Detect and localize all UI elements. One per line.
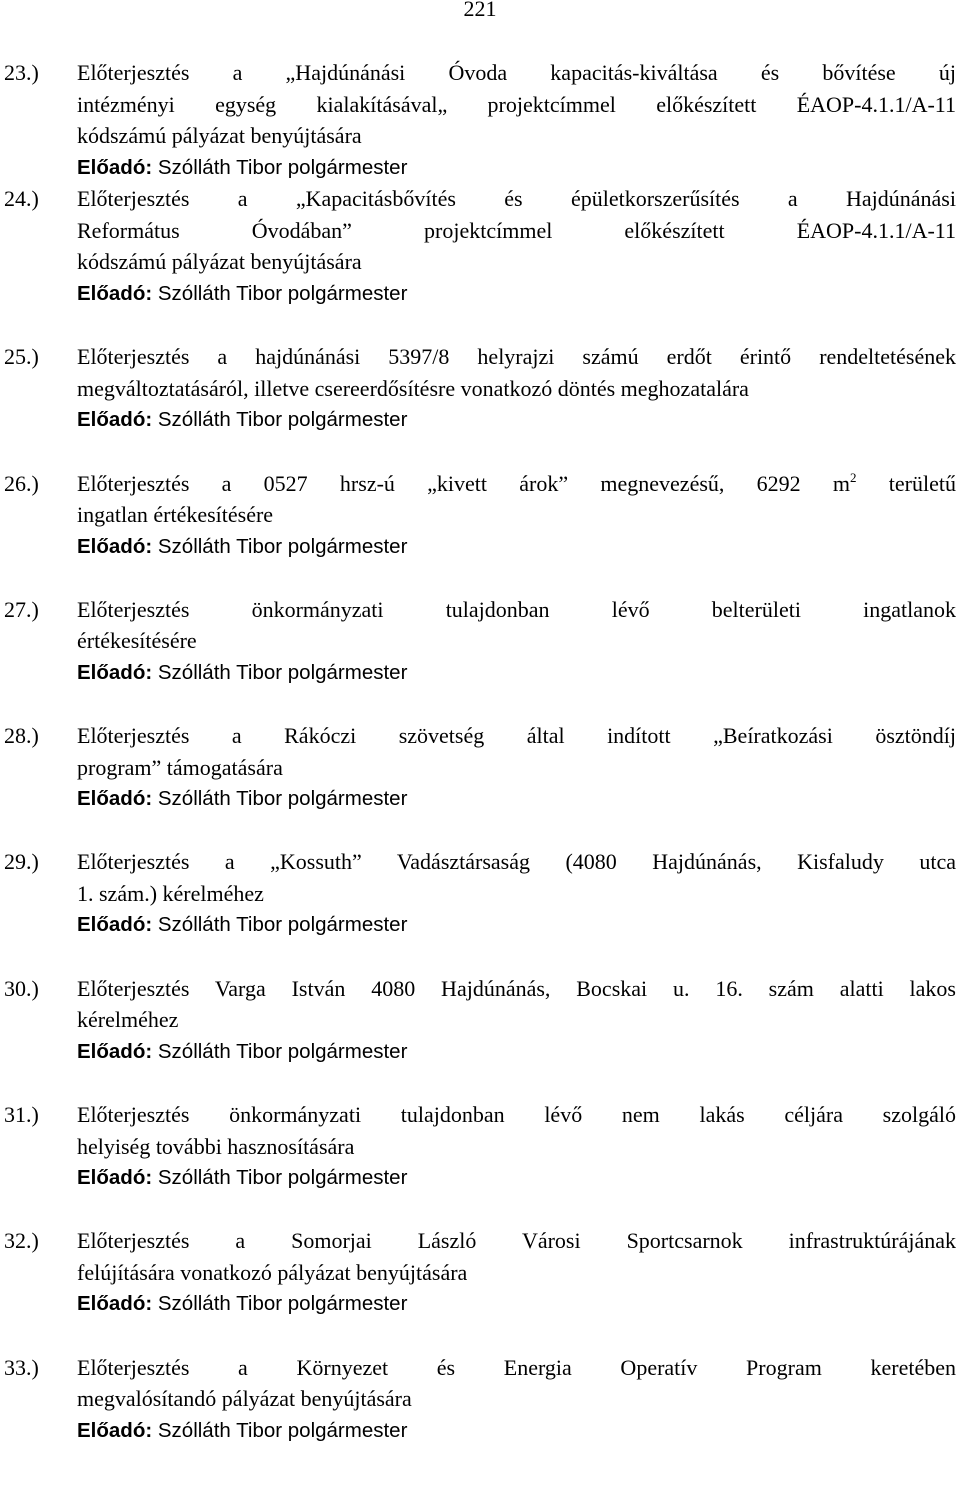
item-line: Előterjesztés a „Kossuth” Vadásztársaság (4080 Hajdúnánás, Kisfaludy utca bbox=[77, 849, 956, 875]
agenda-item bbox=[0, 468, 960, 594]
item-number: 27.) bbox=[4, 596, 39, 622]
presenter bbox=[77, 1288, 956, 1320]
item-line: Előterjesztés a Somorjai László Városi Sportcsarnok infrastruktúrájának bbox=[77, 1228, 956, 1254]
presenter-name: Szólláth Tibor polgármester bbox=[157, 1039, 408, 1063]
item-text bbox=[77, 1099, 956, 1194]
presenter-label: Előadó: bbox=[77, 281, 153, 305]
presenter-name: Szólláth Tibor polgármester bbox=[157, 408, 408, 432]
presenter-name: Szólláth Tibor polgármester bbox=[157, 534, 408, 558]
agenda-item bbox=[0, 846, 960, 972]
presenter-label: Előadó: bbox=[77, 1292, 153, 1316]
agenda-item bbox=[0, 973, 960, 1099]
presenter-name: Szólláth Tibor polgármester bbox=[157, 1292, 408, 1316]
item-line: Előterjesztés önkormányzati tulajdonban lévő nem lakás céljára szolgáló bbox=[77, 1102, 956, 1128]
item-line: kérelméhez bbox=[77, 1007, 179, 1033]
presenter-label: Előadó: bbox=[77, 913, 153, 937]
presenter-label: Előadó: bbox=[77, 1039, 153, 1063]
agenda-item bbox=[0, 183, 960, 341]
presenter-label: Előadó: bbox=[77, 787, 153, 811]
item-line: megvalósítandó pályázat benyújtására bbox=[77, 1386, 412, 1412]
agenda-item bbox=[0, 57, 960, 183]
agenda-item bbox=[0, 341, 960, 467]
item-number: 32.) bbox=[4, 1228, 39, 1254]
item-line: Előterjesztés a Rákóczi szövetség által indított „Beíratkozási ösztöndíj bbox=[77, 723, 956, 749]
presenter-label: Előadó: bbox=[77, 155, 153, 179]
item-number: 28.) bbox=[4, 723, 39, 749]
agenda-item bbox=[0, 1099, 960, 1225]
item-line: ingatlan értékesítésére bbox=[77, 502, 274, 528]
item-line: Előterjesztés a hajdúnánási 5397/8 helyrajzi számú erdőt érintő rendeltetésének bbox=[77, 344, 956, 370]
item-line: intézményi egység kialakításával„ projektcímmel előkészített ÉAOP-4.1.1/A-11 bbox=[77, 91, 956, 117]
item-text bbox=[77, 973, 956, 1068]
presenter bbox=[77, 278, 956, 310]
item-line: Előterjesztés a „Kapacitásbővítés és épületkorszerűsítés a Hajdúnánási bbox=[77, 186, 956, 212]
item-line-part: Előterjesztés a 0527 hrsz-ú „kivett árok” megnevezésű, 6292 m bbox=[77, 470, 851, 496]
presenter-name: Szólláth Tibor polgármester bbox=[157, 1166, 408, 1190]
presenter-label: Előadó: bbox=[77, 660, 153, 684]
presenter bbox=[77, 404, 956, 436]
item-text bbox=[77, 1225, 956, 1320]
presenter-name: Szólláth Tibor polgármester bbox=[157, 281, 408, 305]
item-number: 33.) bbox=[4, 1354, 39, 1380]
item-line: kódszámú pályázat benyújtására bbox=[77, 249, 362, 275]
presenter-label: Előadó: bbox=[77, 1166, 153, 1190]
item-line-part: területű bbox=[856, 470, 956, 496]
presenter-label: Előadó: bbox=[77, 408, 153, 432]
item-text bbox=[77, 183, 956, 309]
item-number: 30.) bbox=[4, 975, 39, 1001]
agenda-list bbox=[0, 57, 960, 1452]
presenter-name: Szólláth Tibor polgármester bbox=[157, 660, 408, 684]
item-number: 23.) bbox=[4, 60, 39, 85]
item-text bbox=[77, 846, 956, 941]
item-line: 1. szám.) kérelméhez bbox=[77, 880, 264, 906]
item-number: 26.) bbox=[4, 470, 39, 496]
item-line: Előterjesztés a Környezet és Energia Operatív Program keretében bbox=[77, 1354, 956, 1380]
presenter bbox=[77, 531, 956, 563]
presenter bbox=[77, 657, 956, 689]
item-line: program” támogatására bbox=[77, 754, 283, 780]
presenter-label: Előadó: bbox=[77, 534, 153, 558]
item-line bbox=[77, 468, 956, 500]
superscript: 2 bbox=[850, 469, 857, 485]
item-line: megváltoztatásáról, illetve csereerdősítésre vonatkozó döntés meghozatalára bbox=[77, 375, 749, 401]
agenda-item bbox=[0, 1352, 960, 1452]
item-text bbox=[77, 1352, 956, 1447]
item-text bbox=[77, 468, 956, 563]
agenda-item bbox=[0, 594, 960, 720]
item-line: helyiség további hasznosítására bbox=[77, 1133, 355, 1159]
item-text bbox=[77, 594, 956, 689]
presenter bbox=[77, 152, 956, 184]
page-number: 221 bbox=[463, 0, 497, 21]
item-number: 25.) bbox=[4, 344, 39, 370]
item-text bbox=[77, 341, 956, 436]
presenter-label: Előadó: bbox=[77, 1418, 153, 1442]
item-number: 29.) bbox=[4, 849, 39, 875]
item-line: értékesítésére bbox=[77, 628, 197, 654]
agenda-item bbox=[0, 720, 960, 846]
item-line: Előterjesztés önkormányzati tulajdonban lévő belterületi ingatlanok bbox=[77, 596, 956, 622]
presenter bbox=[77, 909, 956, 941]
agenda-item bbox=[0, 1225, 960, 1351]
item-number: 24.) bbox=[4, 186, 39, 212]
presenter-name: Szólláth Tibor polgármester bbox=[157, 1418, 408, 1442]
item-line: felújítására vonatkozó pályázat benyújtására bbox=[77, 1259, 468, 1285]
item-line: Előterjesztés a „Hajdúnánási Óvoda kapacitás-kiváltása és bővítése új bbox=[77, 60, 956, 85]
presenter bbox=[77, 1036, 956, 1068]
item-line: Református Óvodában” projektcímmel előkészített ÉAOP-4.1.1/A-11 bbox=[77, 217, 956, 243]
presenter-name: Szólláth Tibor polgármester bbox=[157, 913, 408, 937]
presenter-name: Szólláth Tibor polgármester bbox=[157, 155, 408, 179]
presenter bbox=[77, 1162, 956, 1194]
item-number: 31.) bbox=[4, 1102, 39, 1128]
item-text bbox=[77, 720, 956, 815]
item-line: Előterjesztés Varga István 4080 Hajdúnánás, Bocskai u. 16. szám alatti lakos bbox=[77, 975, 956, 1001]
presenter-name: Szólláth Tibor polgármester bbox=[157, 787, 408, 811]
item-text bbox=[77, 57, 956, 183]
presenter bbox=[77, 1415, 956, 1447]
item-line: kódszámú pályázat benyújtására bbox=[77, 123, 362, 148]
presenter bbox=[77, 783, 956, 815]
